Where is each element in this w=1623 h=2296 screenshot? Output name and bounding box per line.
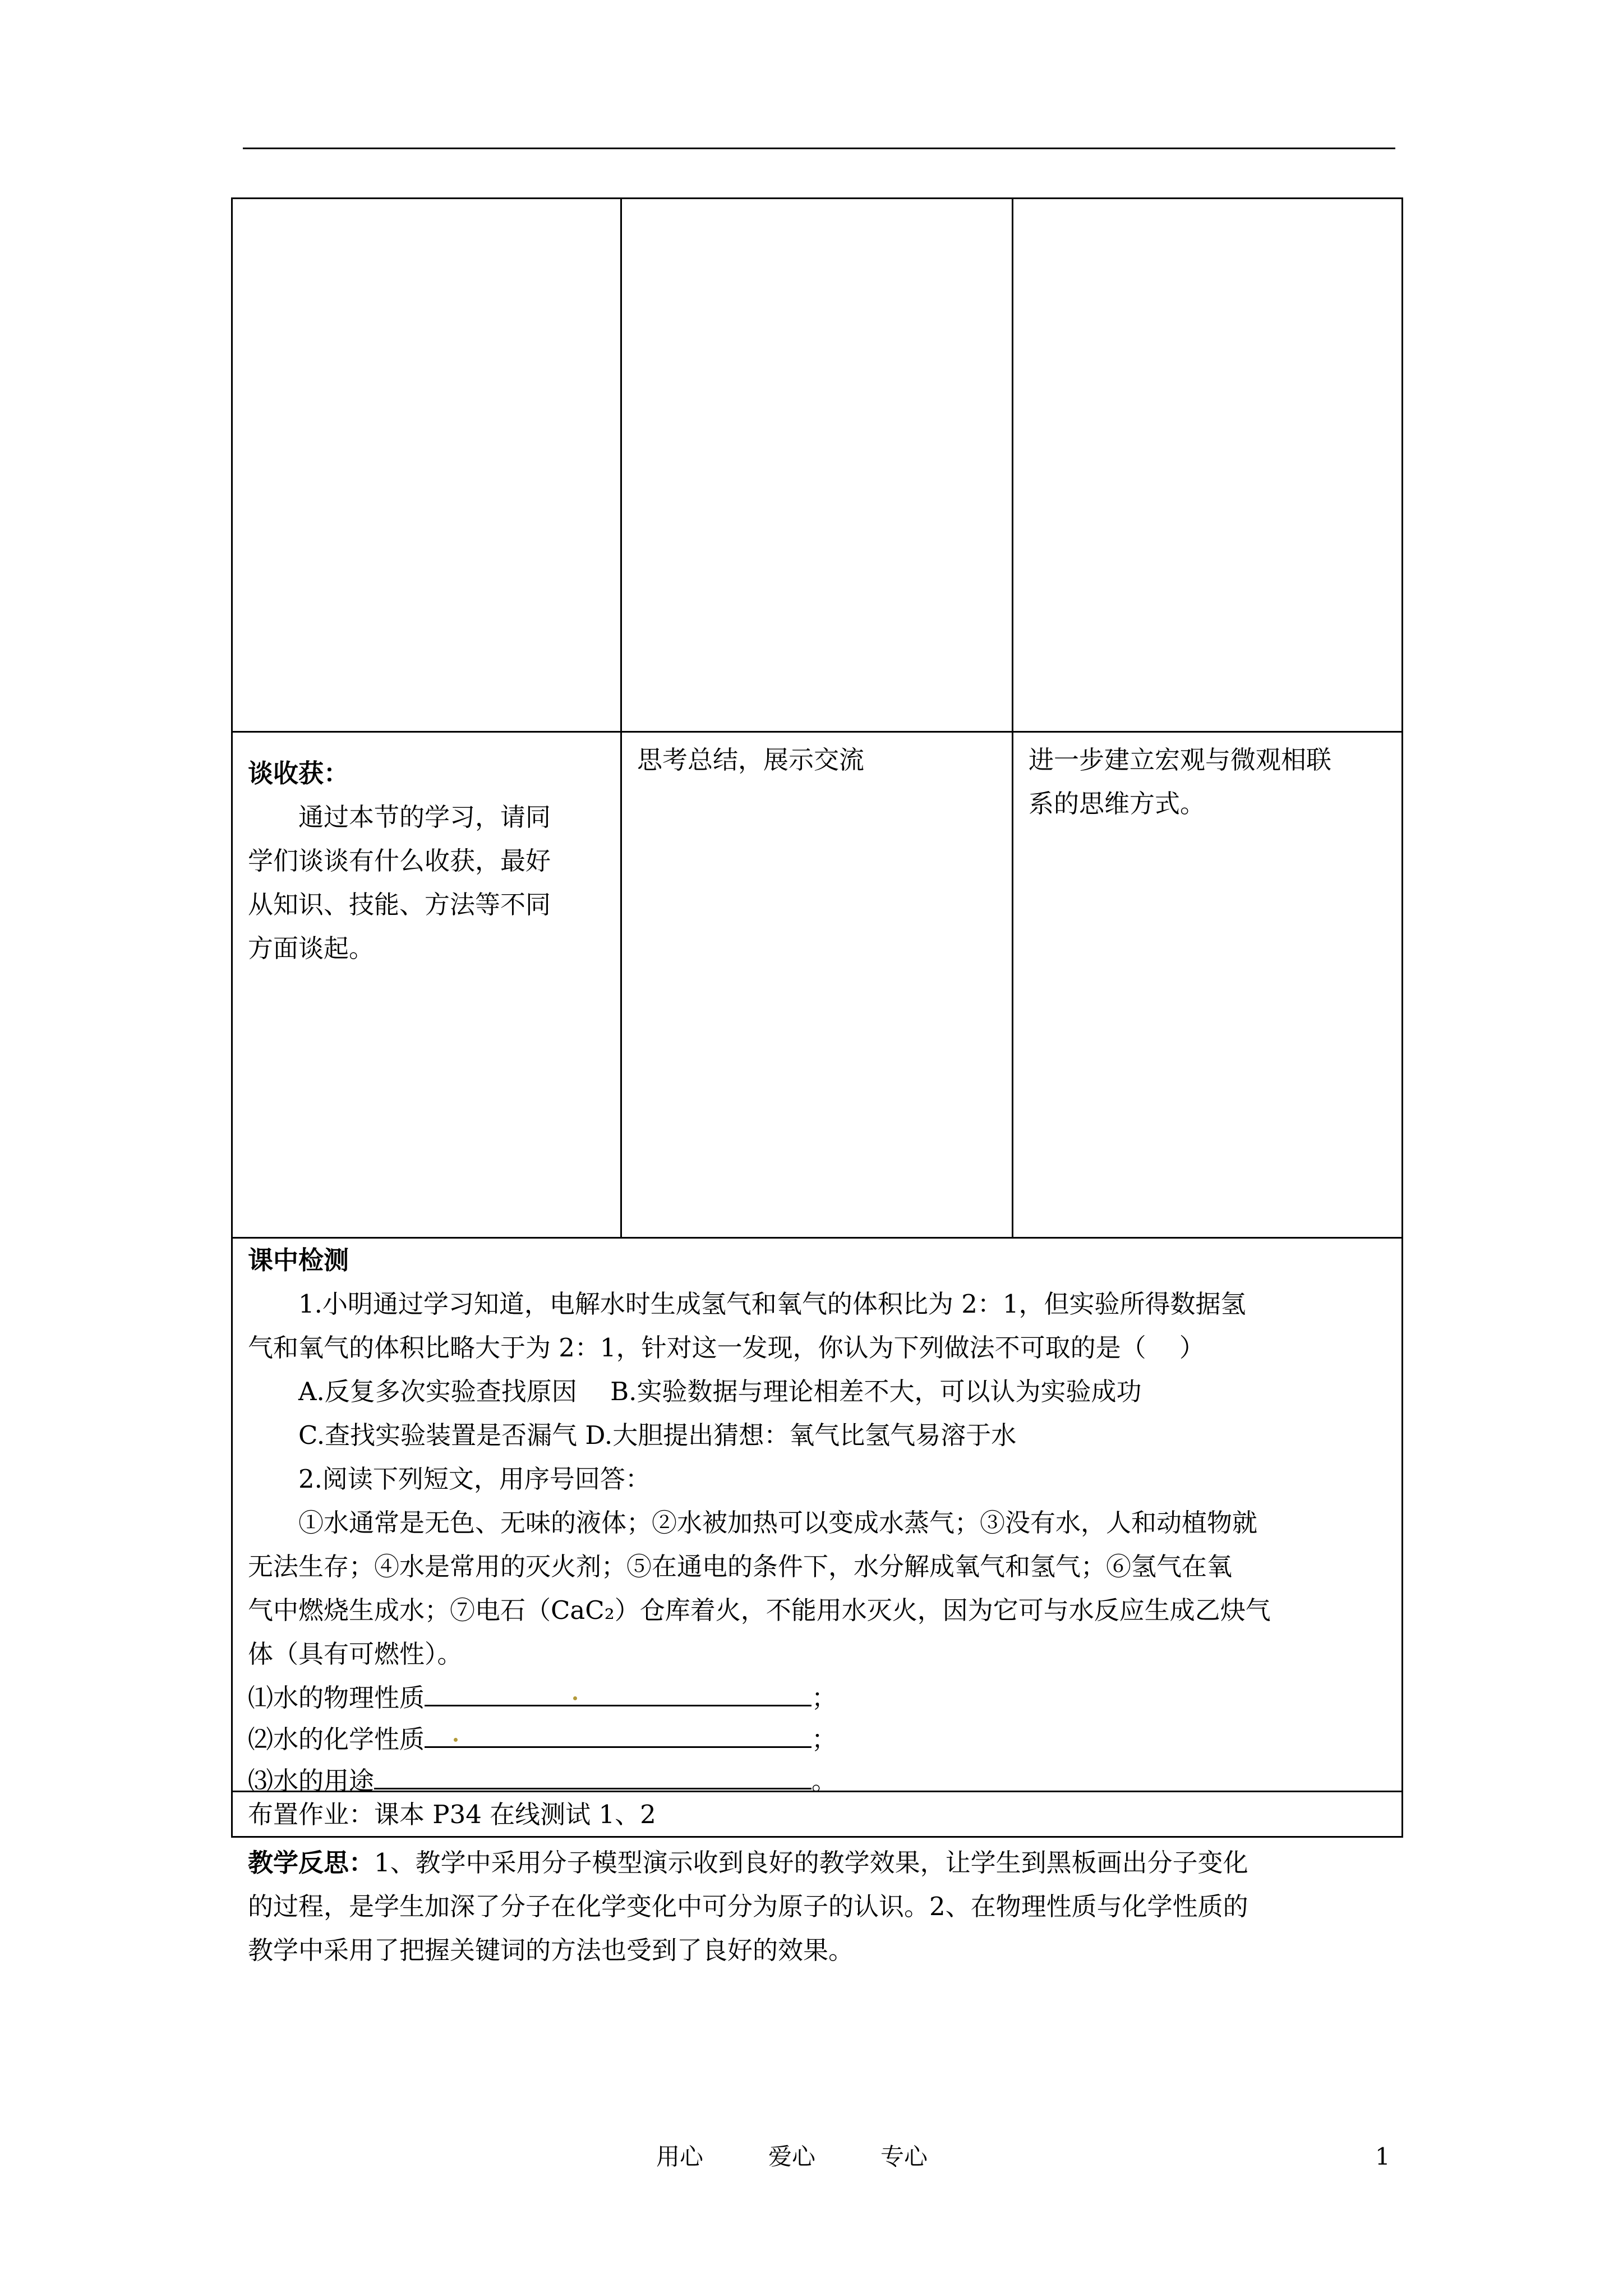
- reflection-label: 教学反思：: [248, 1848, 375, 1878]
- footer-slogan-3: 专心: [880, 2143, 928, 2170]
- fill-in-chemical: [248, 1718, 837, 1761]
- q1-line: 气和氧气的体积比略大于为 2：1，针对这一发现，你认为下列做法不可取的是（ ）: [248, 1333, 1205, 1363]
- row-divider-1: [231, 731, 1403, 733]
- reflection-line: 的过程，是学生加深了分子在化学变化中可分为原子的认识。2、在物理性质与化学性质的: [248, 1892, 1248, 1921]
- answer-blank-physical[interactable]: [425, 1678, 811, 1706]
- harvest-line: 方面谈起。: [248, 933, 375, 963]
- homework-text: 布置作业：课本 P34 在线测试 1、2: [248, 1800, 656, 1829]
- fill-label: ⑴水的物理性质: [248, 1683, 425, 1713]
- q2-intro: 2.阅读下列短文，用序号回答：: [298, 1464, 651, 1494]
- harvest-line: 通过本节的学习，请同: [298, 802, 551, 832]
- student-activity: 思考总结，展示交流: [637, 745, 865, 775]
- answer-blank-uses[interactable]: [374, 1761, 811, 1789]
- fill-end: ；: [811, 1724, 837, 1754]
- row-divider-2: [231, 1237, 1403, 1239]
- harvest-title: 谈收获：: [248, 758, 349, 788]
- q2-passage-line: 无法生存；④水是常用的灭火剂；⑤在通电的条件下，水分解成氧气和氢气；⑥氢气在氧: [248, 1552, 1233, 1581]
- q1-option-line: A.反复多次实验查找原因 B.实验数据与理论相差不大，可以认为实验成功: [298, 1377, 1142, 1406]
- q2-passage-line: 气中燃烧生成水；⑦电石（CaC₂）仓库着火，不能用水灭火，因为它可与水反应生成乙炔气: [248, 1595, 1271, 1625]
- design-intent-line: 系的思维方式。: [1029, 789, 1206, 818]
- q1-line: 1.小明通过学习知道，电解水时生成氢气和氧气的体积比为 2：1，但实验所得数据氢: [298, 1289, 1246, 1319]
- header-rule: [243, 148, 1395, 149]
- fill-end: 。: [811, 1766, 837, 1796]
- answer-blank-chemical[interactable]: [425, 1719, 811, 1748]
- footer-slogan-2: 爱心: [768, 2143, 816, 2170]
- reflection-line: 教学中采用了把握关键词的方法也受到了良好的效果。: [248, 1935, 854, 1965]
- fill-label: ⑶水的用途: [248, 1766, 375, 1796]
- page-number: 1: [1375, 2143, 1390, 2170]
- column-divider-1: [620, 197, 622, 1238]
- harvest-line: 从知识、技能、方法等不同: [248, 890, 551, 919]
- fill-end: ；: [811, 1683, 837, 1713]
- harvest-line: 学们谈谈有什么收获，最好: [248, 846, 551, 876]
- fill-label: ⑵水的化学性质: [248, 1724, 425, 1754]
- reflection-line: [248, 1841, 1248, 1885]
- q2-passage-line: ①水通常是无色、无味的液体；②水被加热可以变成水蒸气；③没有水，人和动植物就: [298, 1508, 1258, 1538]
- q2-passage-line: 体（具有可燃性）。: [248, 1639, 463, 1669]
- footer-slogan-1: 用心: [656, 2143, 704, 2170]
- design-intent-line: 进一步建立宏观与微观相联: [1029, 745, 1332, 775]
- q1-option-line: C.查找实验装置是否漏气 D.大胆提出猜想：氧气比氢气易溶于水: [298, 1420, 1017, 1450]
- fill-in-physical: [248, 1676, 837, 1720]
- reflection-text: 1、教学中采用分子模型演示收到良好的教学效果，让学生到黑板画出分子变化: [374, 1848, 1248, 1878]
- check-title: 课中检测: [248, 1245, 349, 1275]
- column-divider-2: [1012, 197, 1013, 1238]
